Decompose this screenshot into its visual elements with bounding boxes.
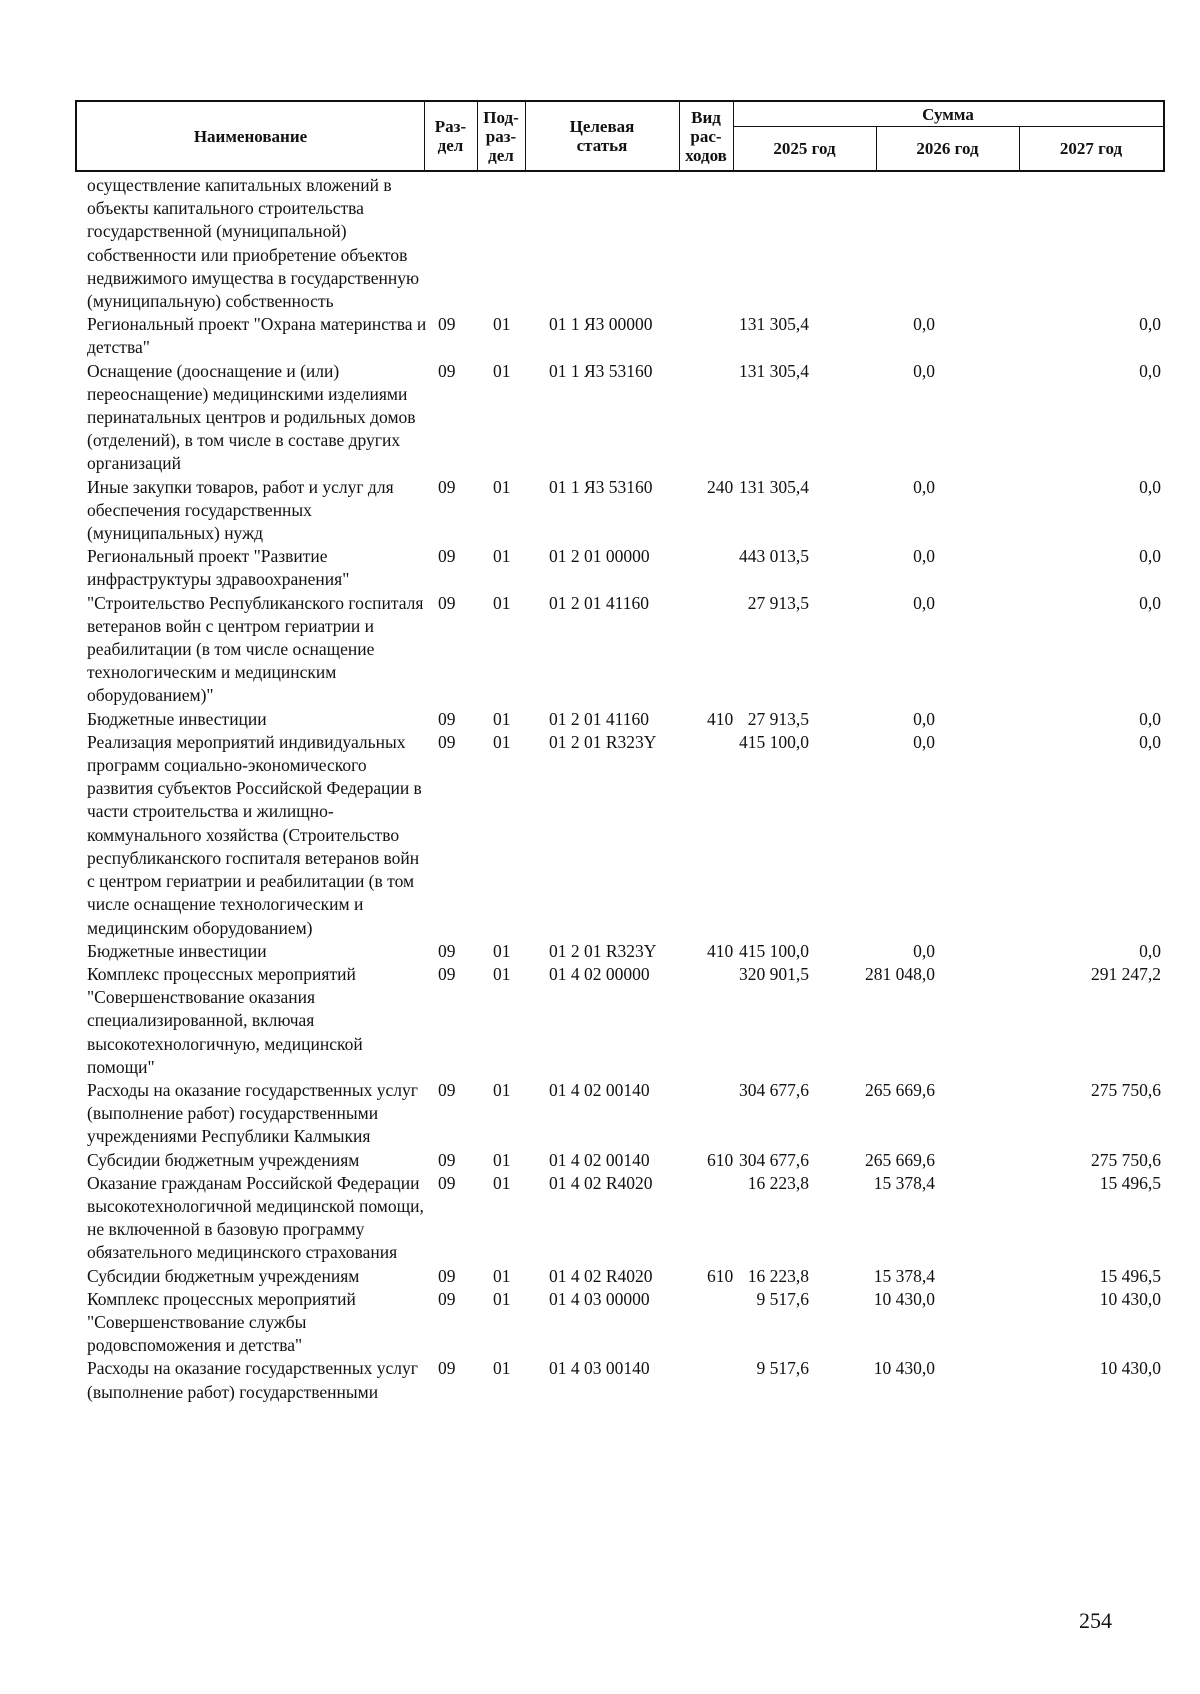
name-cell: Оказание гражданам Российской Федерации высокотехнологичной медицинской помощи, не включенной в базовую программу обязательного медицинского страхования [87,1172,424,1263]
razdel-cell: 09 [438,1358,456,1379]
name-cell: Комплекс процессных мероприятий "Совершенствование службы родовспоможения и детства" [87,1288,356,1356]
page-number: 254 [1079,1608,1112,1633]
razdel-cell: 09 [438,1265,456,1286]
name-cell: Бюджетные инвестиции [87,940,267,961]
razdel-cell: 09 [438,731,456,752]
name-cell: Бюджетные инвестиции [87,708,267,729]
sum-2026-cell: 0,0 [913,360,935,381]
sum-2026-cell: 281 048,0 [865,963,935,984]
table-row [75,963,1165,1079]
sum-2027-cell: 0,0 [1139,940,1161,961]
celevaya-cell: 01 4 02 R4020 [549,1172,653,1193]
celevaya-cell: 01 4 02 00000 [549,963,650,984]
header-celevaya: Целевая статья [569,117,635,155]
sum-2026-cell: 0,0 [913,708,935,729]
podrazdel-cell: 01 [493,708,511,729]
podrazdel-cell: 01 [493,1079,511,1100]
celevaya-cell: 01 1 Я3 53160 [549,476,653,497]
celevaya-cell: 01 4 02 00140 [549,1079,650,1100]
sum-2027-cell: 0,0 [1139,546,1161,567]
name-cell: Реализация мероприятий индивидуальных программ социально-экономического развития субъектов Российской Федерации в части строительства и жилищно-коммунального хозяйства (Строительство республиканского госпиталя ветеранов войн с центром гериатрии и реабилитации (в том числе оснащение технологическим и медицинским оборудованием) [87,731,422,938]
razdel-cell: 09 [438,314,456,335]
razdel-cell: 09 [438,708,456,729]
sum-2025-cell: 16 223,8 [747,1172,809,1193]
celevaya-cell: 01 1 Я3 00000 [549,314,653,335]
celevaya-cell: 01 4 03 00140 [549,1358,650,1379]
table-row [75,940,1165,963]
razdel-cell: 09 [438,1288,456,1309]
sum-2027-cell: 0,0 [1139,708,1161,729]
table-row [75,708,1165,731]
podrazdel-cell: 01 [493,731,511,752]
sum-2027-cell: 275 750,6 [1091,1149,1161,1170]
sum-2026-cell: 15 378,4 [873,1172,935,1193]
podrazdel-cell: 01 [493,1149,511,1170]
razdel-cell: 09 [438,940,456,961]
razdel-cell: 09 [438,360,456,381]
sum-2027-cell: 0,0 [1139,592,1161,613]
razdel-cell: 09 [438,592,456,613]
sum-2027-cell: 0,0 [1139,476,1161,497]
sum-2027-cell: 291 247,2 [1091,963,1161,984]
header-podrazdel: Под- раз- дел [483,107,519,165]
vid-cell: 410 [707,940,734,961]
table-row [75,545,1165,591]
name-cell: Региональный проект "Охрана материнства и детства" [87,314,427,358]
header-2026: 2026 год [916,139,979,158]
sum-2027-cell: 0,0 [1139,314,1161,335]
sum-2025-cell: 27 913,5 [747,592,809,613]
sum-2025-cell: 443 013,5 [739,546,809,567]
table-row [75,360,1165,476]
vid-cell: 610 [707,1265,734,1286]
celevaya-cell: 01 2 01 41160 [549,708,649,729]
table-row [75,1172,1165,1265]
table-row [75,592,1165,708]
sum-2027-cell: 0,0 [1139,360,1161,381]
header-vid: Вид рас- ходов [685,107,727,165]
celevaya-cell: 01 2 01 00000 [549,546,650,567]
podrazdel-cell: 01 [493,314,511,335]
celevaya-cell: 01 4 03 00000 [549,1288,650,1309]
podrazdel-cell: 01 [493,360,511,381]
sum-2027-cell: 10 430,0 [1099,1358,1161,1379]
sum-2026-cell: 10 430,0 [873,1358,935,1379]
sum-2027-cell: 275 750,6 [1091,1079,1161,1100]
name-cell: Иные закупки товаров, работ и услуг для обеспечения государственных (муниципальных) нужд [87,476,394,544]
podrazdel-cell: 01 [493,963,511,984]
sum-2025-cell: 304 677,6 [739,1079,809,1100]
sum-2025-cell: 131 305,4 [739,476,809,497]
sum-2026-cell: 0,0 [913,314,935,335]
table-row [75,1288,1165,1358]
name-cell: Комплекс процессных мероприятий "Совершенствование оказания специализированной, включая высокотехнологичную, медицинской помощи" [87,963,363,1077]
razdel-cell: 09 [438,1079,456,1100]
sum-2027-cell: 15 496,5 [1099,1265,1161,1286]
vid-cell: 410 [707,708,734,729]
sum-2026-cell: 0,0 [913,731,935,752]
podrazdel-cell: 01 [493,940,511,961]
sum-2025-cell: 304 677,6 [739,1149,809,1170]
razdel-cell: 09 [438,963,456,984]
table-row [75,313,1165,359]
razdel-cell: 09 [438,1149,456,1170]
sum-2026-cell: 0,0 [913,592,935,613]
sum-2027-cell: 15 496,5 [1099,1172,1161,1193]
podrazdel-cell: 01 [493,546,511,567]
razdel-cell: 09 [438,546,456,567]
sum-2025-cell: 131 305,4 [739,314,809,335]
name-cell: Расходы на оказание государственных услуг (выполнение работ) государственными [87,1358,418,1402]
sum-2025-cell: 131 305,4 [739,360,809,381]
header-2025: 2025 год [773,139,836,158]
sum-2026-cell: 15 378,4 [873,1265,935,1286]
celevaya-cell: 01 1 Я3 53160 [549,360,653,381]
razdel-cell: 09 [438,1172,456,1193]
celevaya-cell: 01 2 01 R323Y [549,940,657,961]
sum-2026-cell: 265 669,6 [865,1079,935,1100]
table-row [75,1265,1165,1288]
vid-cell: 240 [707,476,734,497]
sum-2027-cell: 10 430,0 [1099,1288,1161,1309]
sum-2025-cell: 320 901,5 [739,963,809,984]
table-row [75,1357,1165,1403]
celevaya-cell: 01 2 01 41160 [549,592,649,613]
sum-2026-cell: 10 430,0 [873,1288,935,1309]
name-cell: Оснащение (дооснащение и (или) переоснащение) медицинскими изделиями перинатальных центров и родильных домов (отделений), в том числе в составе других организаций [87,360,416,474]
header-summa: Сумма [922,104,974,124]
name-cell: Расходы на оказание государственных услуг (выполнение работ) государственными учреждениями Республики Калмыкия [87,1079,418,1147]
sum-2025-cell: 27 913,5 [747,708,809,729]
sum-2026-cell: 0,0 [913,940,935,961]
razdel-cell: 09 [438,476,456,497]
sum-2026-cell: 0,0 [913,476,935,497]
podrazdel-cell: 01 [493,1172,511,1193]
sum-2025-cell: 415 100,0 [739,940,809,961]
table-row [75,174,1165,313]
table-row [75,1149,1165,1172]
sum-2025-cell: 9 517,6 [756,1288,809,1309]
table-row [75,731,1165,940]
name-cell: осуществление капитальных вложений в объекты капитального строительства государственной (муниципальной) собственности или приобретение объектов недвижимого имущества в государственную (муниципальную) собственность [87,175,420,312]
sum-2025-cell: 415 100,0 [739,731,809,752]
name-cell: "Строительство Республиканского госпиталя ветеранов войн с центром гериатрии и реабилитации (в том числе оснащение технологическим и медицинским оборудованием)" [87,592,424,706]
table-header [75,100,1165,172]
name-cell: Субсидии бюджетным учреждениям [87,1149,360,1170]
name-cell: Субсидии бюджетным учреждениям [87,1265,360,1286]
table-body [75,174,1165,1404]
sum-2025-cell: 9 517,6 [756,1358,809,1379]
header-razdel: Раз- дел [434,117,467,155]
header-name: Наименование [193,126,308,146]
celevaya-cell: 01 4 02 R4020 [549,1265,653,1286]
podrazdel-cell: 01 [493,1265,511,1286]
table-row [75,1079,1165,1149]
header-2027: 2027 год [1059,139,1123,158]
podrazdel-cell: 01 [493,1358,511,1379]
table-row [75,476,1165,546]
podrazdel-cell: 01 [493,1288,511,1309]
sum-2025-cell: 16 223,8 [747,1265,809,1286]
sum-2026-cell: 265 669,6 [865,1149,935,1170]
celevaya-cell: 01 4 02 00140 [549,1149,650,1170]
podrazdel-cell: 01 [493,476,511,497]
vid-cell: 610 [707,1149,734,1170]
sum-2027-cell: 0,0 [1139,731,1161,752]
celevaya-cell: 01 2 01 R323Y [549,731,657,752]
name-cell: Региональный проект "Развитие инфраструктуры здравоохранения" [87,546,350,590]
sum-2026-cell: 0,0 [913,546,935,567]
podrazdel-cell: 01 [493,592,511,613]
